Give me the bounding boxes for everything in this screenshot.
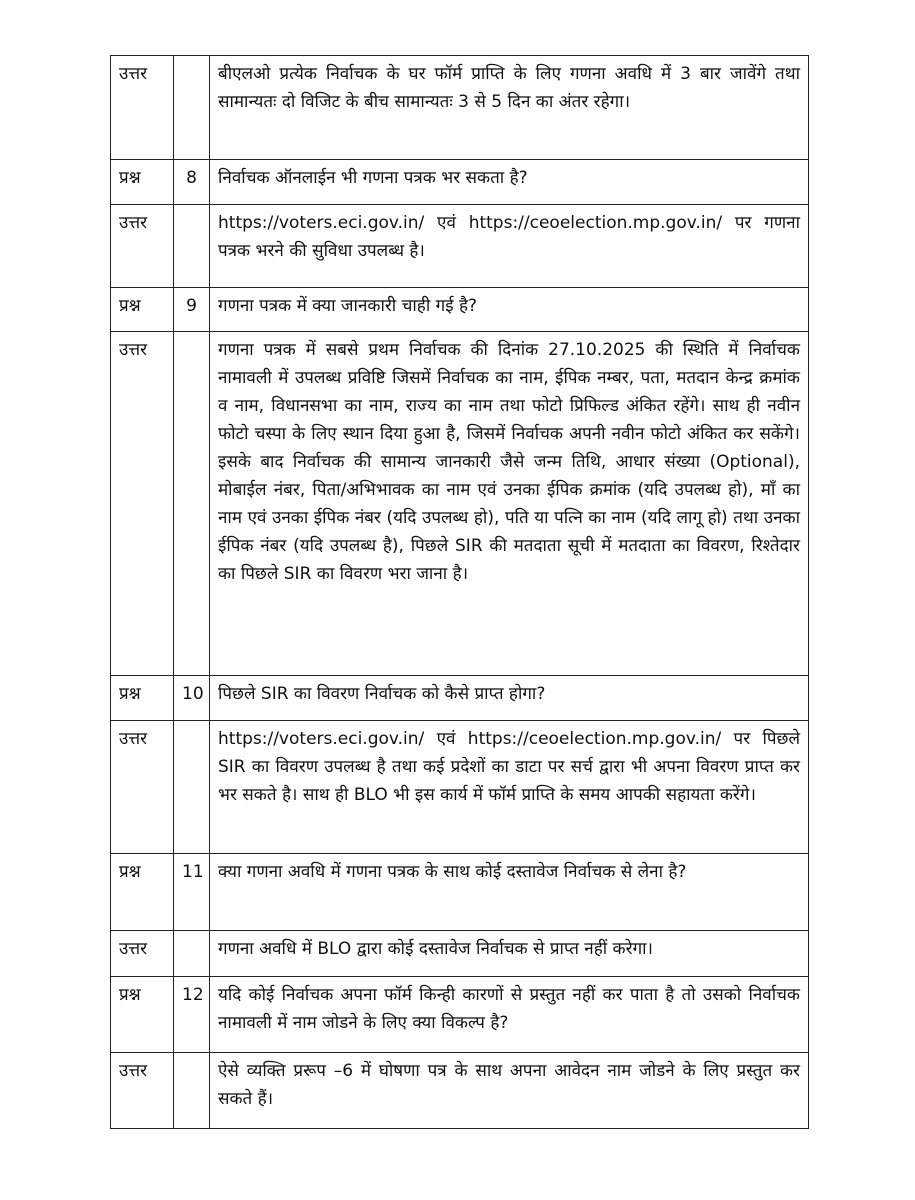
question-number [174, 1053, 210, 1129]
table-row [111, 332, 809, 676]
question-number [174, 56, 210, 160]
question-number [174, 332, 210, 676]
table-row [111, 721, 809, 854]
question-text: क्या गणना अवधि में गणना पत्रक के साथ कोई दस्तावेज निर्वाचक से लेना है? [210, 854, 809, 931]
table-row [111, 56, 809, 160]
question-number: 10 [174, 676, 210, 721]
answer-text: गणना पत्रक में सबसे प्रथम निर्वाचक की दिनांक 27.10.2025 की स्थिति में निर्वाचक नामावली में उपलब्ध प्रविष्टि जिसमें निर्वाचक का नाम, ईपिक नम्बर, पता, मतदान केन्द्र क्रमांक व नाम, विधानसभा का नाम, राज्य का नाम तथा फोटो प्रिफिल्ड अंकित रहेंगे। साथ ही नवीन फोटो चस्पा के लिए स्थान दिया हुआ है, जिसमें निर्वाचक अपनी नवीन फोटो अंकित कर सकेंगे। इसके बाद निर्वाचक की सामान्य जानकारी जैसे जन्म तिथि, आधार संख्या (Optional), मोबाईल नंबर, पिता/अभिभावक का नाम एवं उनका ईपिक क्रमांक (यदि उपलब्ध हो), माँ का नाम एवं उनका ईपिक नंबर (यदि उपलब्ध हो), पति या पत्नि का नाम (यदि लागू हो) तथा उनका ईपिक नंबर (यदि उपलब्ध है), पिछले SIR की मतदाता सूची में मतदाता का विवरण, रिश्तेदार का पिछले SIR का विवरण भरा जाना है। [210, 332, 809, 676]
question-number: 12 [174, 977, 210, 1053]
row-type-label: उत्तर [111, 332, 174, 676]
question-text: गणना पत्रक में क्या जानकारी चाही गई है? [210, 288, 809, 332]
question-text: यदि कोई निर्वाचक अपना फॉर्म किन्ही कारणों से प्रस्तुत नहीं कर पाता है तो उसको निर्वाचक नामावली में नाम जोडने के लिए क्या विकल्प है? [210, 977, 809, 1053]
row-type-label: उत्तर [111, 721, 174, 854]
question-text: पिछले SIR का विवरण निर्वाचक को कैसे प्राप्त होगा? [210, 676, 809, 721]
answer-text: https://voters.eci.gov.in/ एवं https://ceoelection.mp.gov.in/ पर पिछले SIR का विवरण उपलब्ध है तथा कई प्रदेशों का डाटा पर सर्च द्वारा भी अपना विवरण प्राप्त कर भर सकते है। साथ ही BLO भी इस कार्य में फॉर्म प्राप्ति के समय आपकी सहायता करेंगे। [210, 721, 809, 854]
answer-text: ऐसे व्यक्ति प्ररूप –6 में घोषणा पत्र के साथ अपना आवेदन नाम जोडने के लिए प्रस्तुत कर सकते हैं। [210, 1053, 809, 1129]
table-row [111, 977, 809, 1053]
row-type-label: प्रश्न [111, 160, 174, 205]
table-row [111, 676, 809, 721]
question-number: 9 [174, 288, 210, 332]
row-type-label: उत्तर [111, 931, 174, 977]
row-type-label: प्रश्न [111, 288, 174, 332]
question-number [174, 721, 210, 854]
question-number: 8 [174, 160, 210, 205]
row-type-label: प्रश्न [111, 854, 174, 931]
row-type-label: उत्तर [111, 56, 174, 160]
row-type-label: उत्तर [111, 205, 174, 288]
row-type-label: प्रश्न [111, 977, 174, 1053]
question-number: 11 [174, 854, 210, 931]
answer-text: बीएलओ प्रत्येक निर्वाचक के घर फॉर्म प्राप्ति के लिए गणना अवधि में 3 बार जावेंगे तथा सामान्यतः दो विजिट के बीच सामान्यतः 3 से 5 दिन का अंतर रहेगा। [210, 56, 809, 160]
question-number [174, 931, 210, 977]
table-row [111, 1053, 809, 1129]
faq-table [110, 55, 809, 1129]
table-row [111, 160, 809, 205]
answer-text: https://voters.eci.gov.in/ एवं https://ceoelection.mp.gov.in/ पर गणना पत्रक भरने की सुविधा उपलब्ध है। [210, 205, 809, 288]
table-row [111, 205, 809, 288]
table-row [111, 288, 809, 332]
answer-text: गणना अवधि में BLO द्वारा कोई दस्तावेज निर्वाचक से प्राप्त नहीं करेगा। [210, 931, 809, 977]
question-text: निर्वाचक ऑनलाईन भी गणना पत्रक भर सकता है? [210, 160, 809, 205]
table-row [111, 854, 809, 931]
question-number [174, 205, 210, 288]
table-row [111, 931, 809, 977]
row-type-label: उत्तर [111, 1053, 174, 1129]
row-type-label: प्रश्न [111, 676, 174, 721]
